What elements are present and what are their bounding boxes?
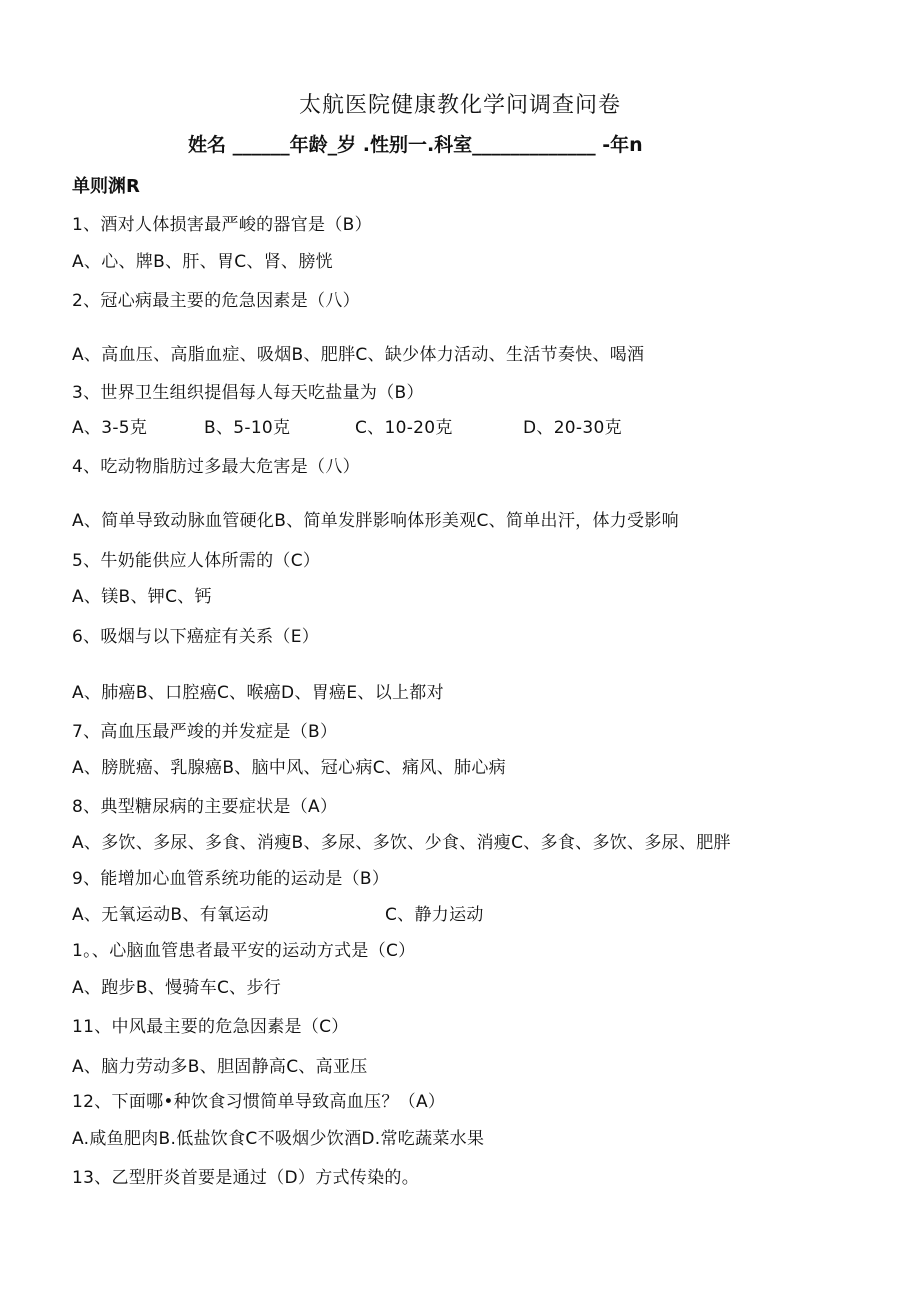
question-3: 3、世界卫生组织提倡每人每天吃盐量为（B）	[72, 383, 424, 403]
option-a-b: A、无氧运动B、有氧运动	[72, 905, 269, 925]
question-12-options: A.咸鱼肥肉B.低盐饮食C不吸烟少饮酒D.常吃蔬菜水果	[72, 1129, 485, 1149]
question-5: 5、牛奶能供应人体所需的（C）	[72, 551, 321, 571]
option-d: D、20-30克	[523, 418, 622, 438]
question-4: 4、吃动物脂肪过多最大危害是（八）	[72, 457, 360, 477]
question-11-options: A、脑力劳动多B、胆固静高C、高亚压	[72, 1057, 368, 1077]
option-c: C、10-20克	[355, 418, 453, 438]
question-10: 1。、心脑血管患者最平安的运动方式是（C）	[72, 941, 416, 961]
question-6: 6、吸烟与以下癌症有关系（E）	[72, 627, 320, 647]
question-8-options: A、多饮、多尿、多食、消瘦B、多尿、多饮、少食、消瘦C、多食、多饮、多尿、肥胖	[72, 833, 731, 853]
respondent-info-line: 姓名 ______年龄_岁 .性别一.科室_____________ -年n	[188, 134, 643, 156]
question-1-options: A、心、牌B、肝、胃C、肾、膀恍	[72, 252, 333, 272]
question-1: 1、酒对人体损害最严峻的器官是（B）	[72, 215, 372, 235]
question-9-options	[0, 900, 920, 924]
question-3-options	[0, 413, 920, 437]
question-2-options: A、高血压、高脂血症、吸烟B、肥胖C、缺少体力活动、生活节奏快、喝酒	[72, 345, 645, 365]
question-12: 12、下面哪•种饮食习惯简单导致高血压？（A）	[72, 1092, 446, 1112]
question-9: 9、能增加心血管系统功能的运动是（B）	[72, 869, 390, 889]
question-6-options: A、肺癌B、口腔癌C、喉癌D、胃癌E、以上都对	[72, 683, 444, 703]
question-5-options: A、镁B、钾C、钙	[72, 587, 212, 607]
option-a: A、3-5克	[72, 418, 148, 438]
question-7-options: A、膀胱癌、乳腺癌B、脑中风、冠心病C、痛风、肺心病	[72, 758, 506, 778]
question-2: 2、冠心病最主要的危急因素是（八）	[72, 291, 360, 311]
section-title: 单则渊R	[72, 176, 140, 197]
question-13: 13、乙型肝炎首要是通过（D）方式传染的。	[72, 1168, 420, 1188]
question-4-options: A、简单导致动脉血管硬化B、简单发胖影响体形美观C、简单出汗，体力受影响	[72, 511, 679, 531]
question-11: 11、中风最主要的危急因素是（C）	[72, 1017, 349, 1037]
page-title: 太航医院健康教化学问调查问卷	[298, 93, 621, 118]
option-b: B、5-10克	[204, 418, 291, 438]
question-8: 8、典型糖尿病的主要症状是（A）	[72, 797, 338, 817]
option-c: C、静力运动	[385, 905, 484, 925]
question-10-options: A、跑步B、慢骑车C、步行	[72, 978, 282, 998]
question-7: 7、高血压最严竣的并发症是（B）	[72, 722, 338, 742]
